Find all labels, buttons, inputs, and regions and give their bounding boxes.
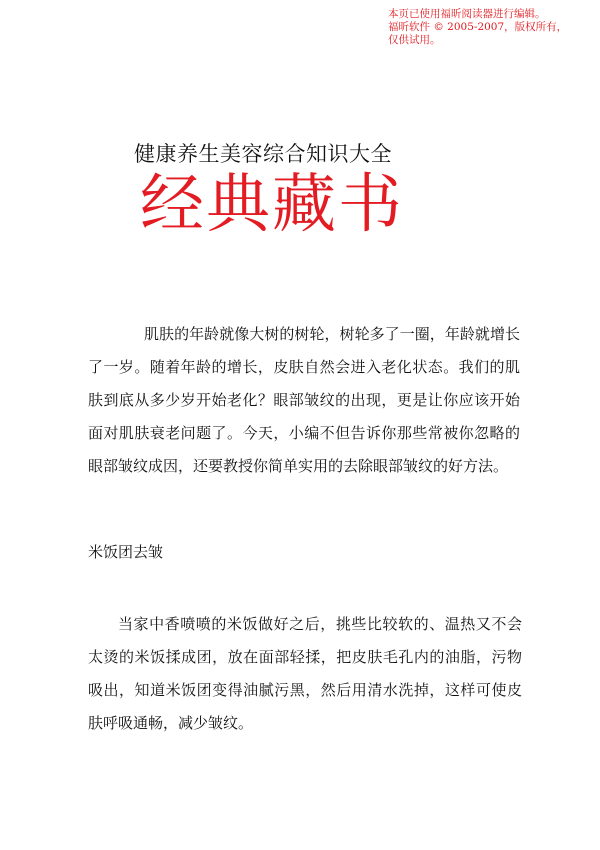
editor-watermark xyxy=(388,8,593,47)
section-heading: 米饭团去皱 xyxy=(88,543,164,561)
intro-paragraph: 肌肤的年龄就像大树的树轮，树轮多了一圈，年龄就增长了一岁。随着年龄的增长，皮肤自然会进入老化状态。我们的肌肤到底从多少岁开始老化？眼部皱纹的出现，更是让你应该开始面对肌肤衰老问题了。今天，小编不但告诉你那些常被你忽略的眼部皱纹成因，还要教授你简单实用的去除眼部皱纹的好方法。 xyxy=(88,325,520,475)
book-title: 经典藏书 xyxy=(140,168,404,242)
book-subtitle: 健康养生美容综合知识大全 xyxy=(134,142,392,166)
watermark-line-1: 本页已使用福昕阅读器进行编辑。 xyxy=(388,8,546,20)
watermark-line-3: 仅供试用。 xyxy=(388,34,441,46)
section-paragraph: 当家中香喷喷的米饭做好之后，挑些比较软的、温热又不会太烫的米饭揉成团，放在面部轻揉，把皮肤毛孔内的油脂，污物吸出，知道米饭团变得油腻污黑，然后用清水洗掉，这样可使皮肤呼吸通畅，减少皱纹。 xyxy=(88,615,522,732)
watermark-line-2: 福昕软件 © 2005-2007，版权所有， xyxy=(388,21,568,33)
